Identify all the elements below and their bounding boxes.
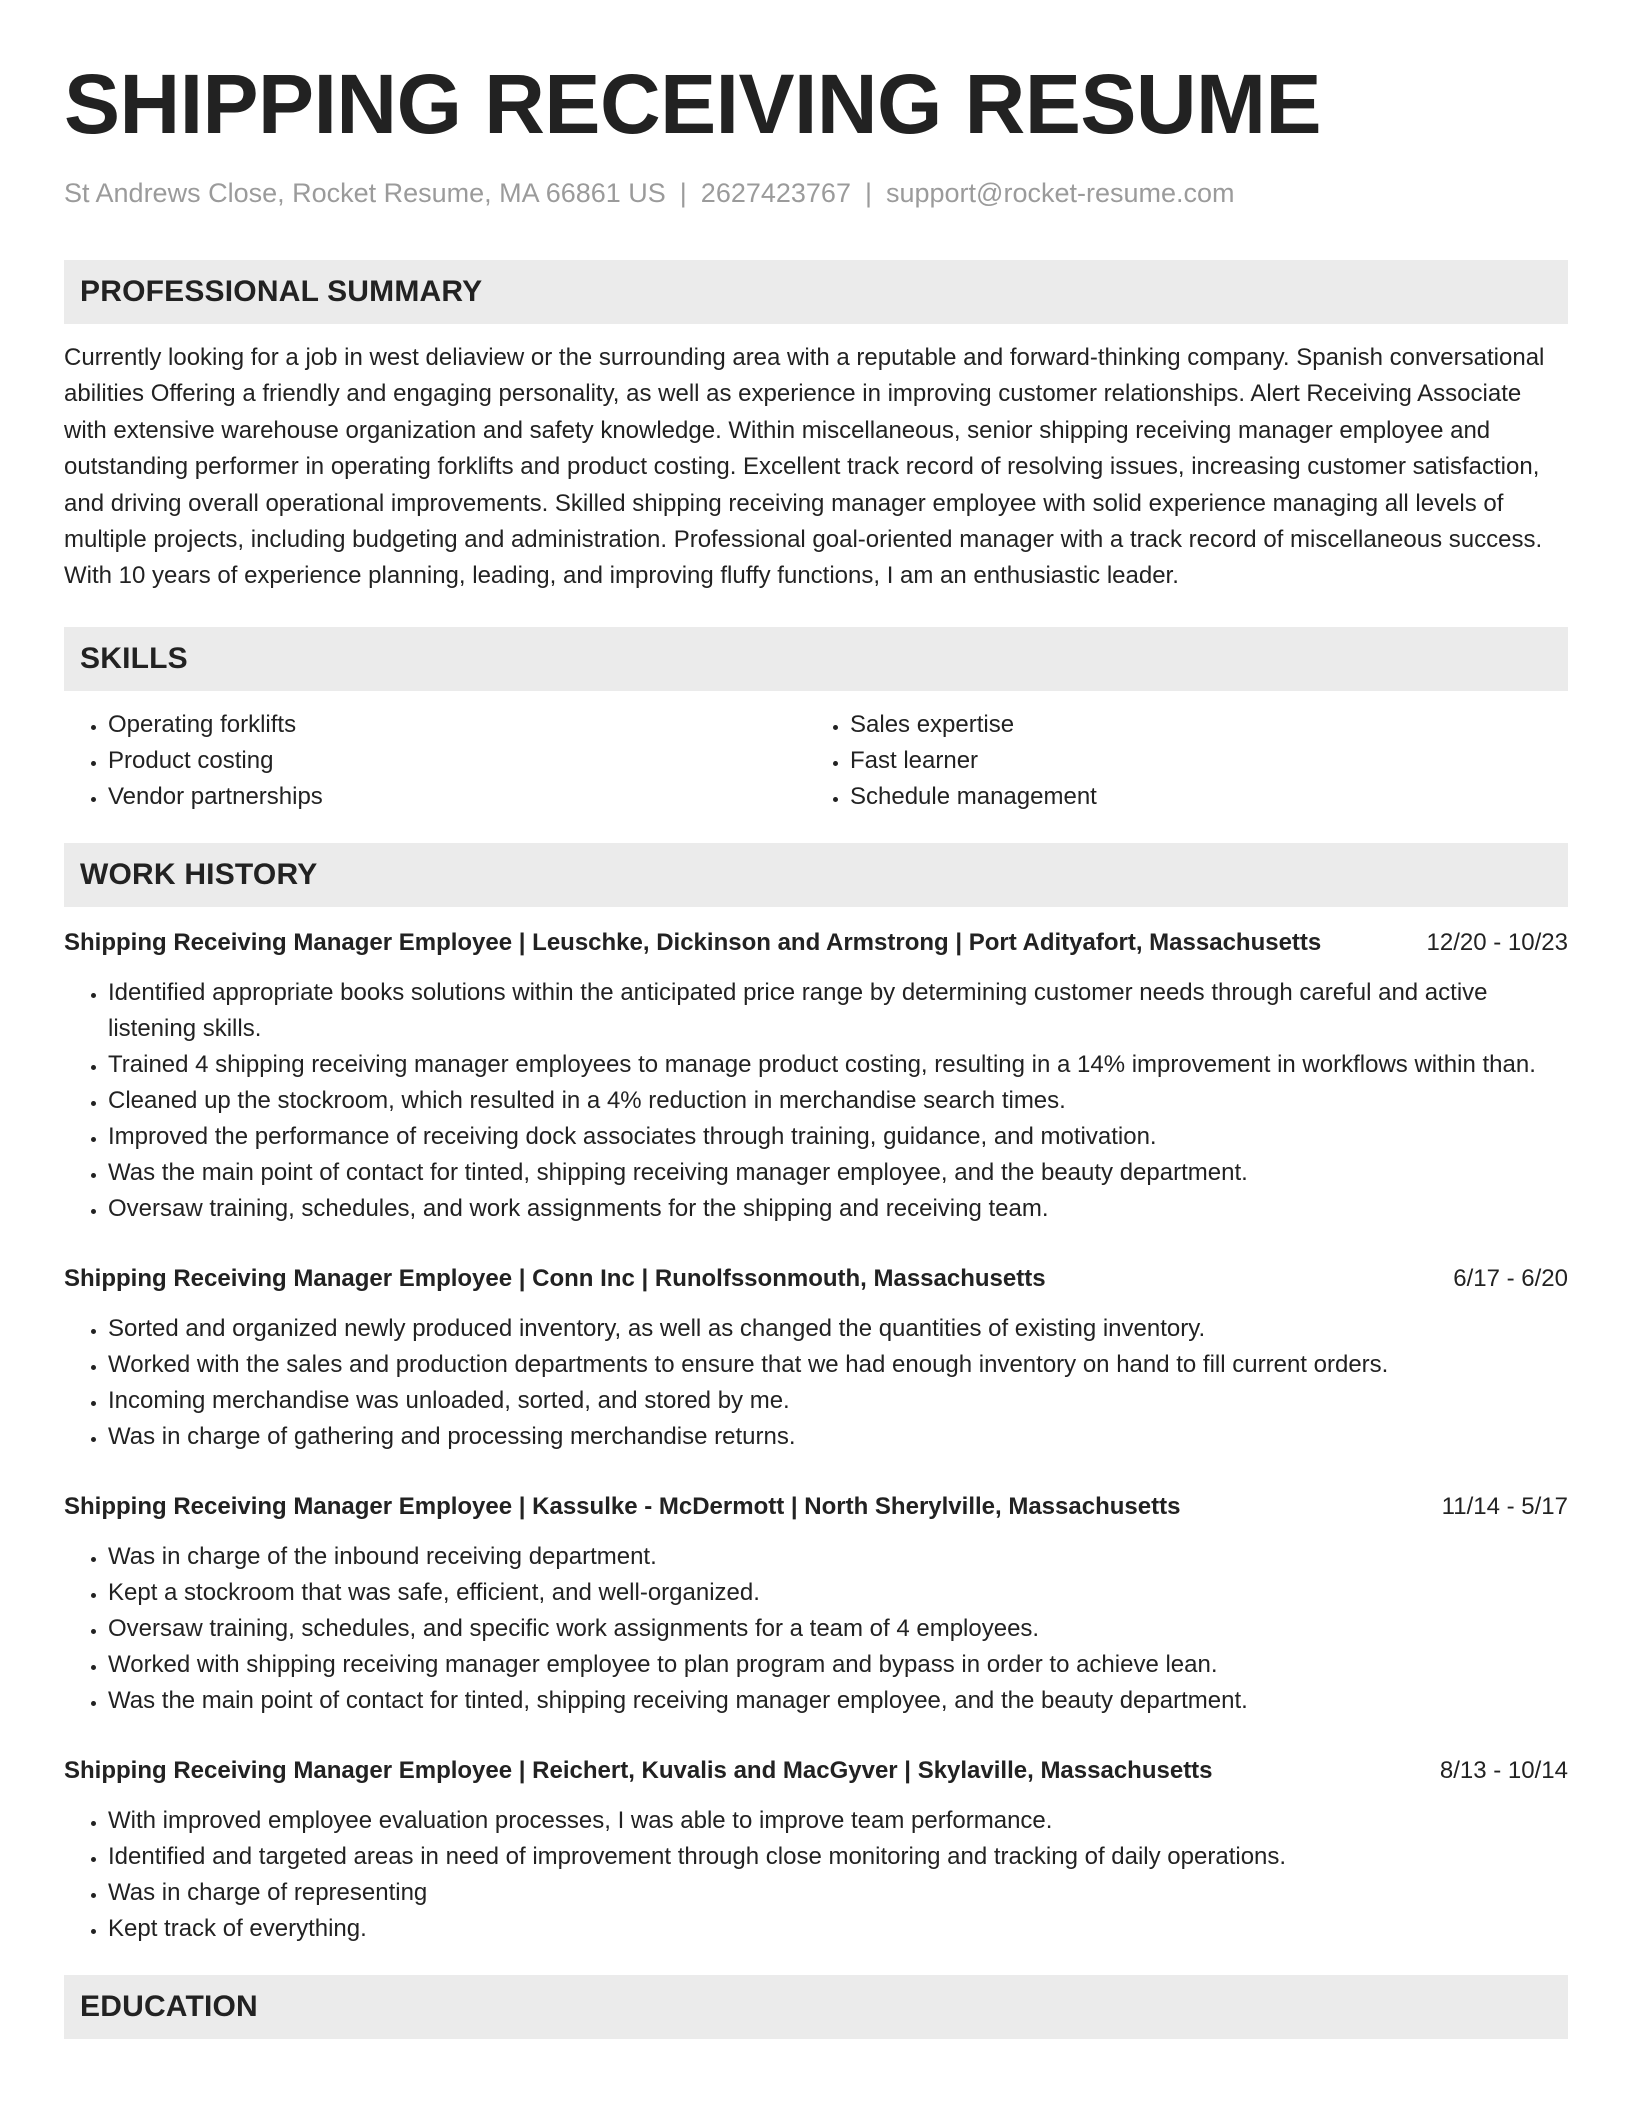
contact-phone: 2627423767: [700, 178, 851, 208]
job-bullet: • Was in charge of gathering and processing merchandise returns.: [108, 1419, 1568, 1455]
job-bullet: • Oversaw training, schedules, and specific work assignments for a team of 4 employees.: [108, 1611, 1568, 1647]
job-bullet: • Was in charge of the inbound receiving department.: [108, 1539, 1568, 1575]
section-heading-summary: PROFESSIONAL SUMMARY: [64, 260, 1568, 324]
job-dates: 12/20 - 10/23: [1426, 928, 1568, 956]
job-title: Shipping Receiving Manager Employee | Reichert, Kuvalis and MacGyver | Skylaville, Massachusetts: [64, 1756, 1213, 1784]
skills-column-left: [64, 707, 806, 815]
skills-list: [64, 707, 1568, 815]
job-entry: [64, 1261, 1568, 1455]
job-title: Shipping Receiving Manager Employee | Leuschke, Dickinson and Armstrong | Port Adityafort, Massachusetts: [64, 928, 1322, 956]
job-bullet: • Oversaw training, schedules, and work assignments for the shipping and receiving team.: [108, 1191, 1568, 1227]
job-bullets: [64, 1803, 1568, 1947]
job-bullets: [64, 1539, 1568, 1719]
job-bullets: [64, 1311, 1568, 1455]
job-dates: 6/17 - 6/20: [1453, 1264, 1568, 1292]
job-header: [64, 1753, 1568, 1789]
contact-separator: |: [864, 178, 872, 208]
job-title: Shipping Receiving Manager Employee | Conn Inc | Runolfssonmouth, Massachusetts: [64, 1264, 1046, 1292]
job-bullet: • Was the main point of contact for tinted, shipping receiving manager employee, and the beauty department.: [108, 1683, 1568, 1719]
job-bullet: • Worked with shipping receiving manager employee to plan program and bypass in order to achieve lean.: [108, 1647, 1568, 1683]
skills-column-right: [806, 707, 1548, 815]
job-bullet: • Identified appropriate books solutions within the anticipated price range by determining customer needs through careful and active listening skills.: [108, 975, 1568, 1047]
job-bullet: • Improved the performance of receiving dock associates through training, guidance, and motivation.: [108, 1119, 1568, 1155]
resume-title: SHIPPING RECEIVING RESUME: [64, 57, 1322, 151]
job-entry: [64, 925, 1568, 1227]
job-bullet: • Cleaned up the stockroom, which resulted in a 4% reduction in merchandise search times.: [108, 1083, 1568, 1119]
job-bullet: • Was in charge of representing: [108, 1875, 1568, 1911]
section-heading-work-history: WORK HISTORY: [64, 843, 1568, 907]
job-bullets: [64, 975, 1568, 1227]
job-title: Shipping Receiving Manager Employee | Kassulke - McDermott | North Sherylville, Massachusetts: [64, 1492, 1181, 1520]
job-bullet: • Kept track of everything.: [108, 1911, 1568, 1947]
job-bullet: • Identified and targeted areas in need of improvement through close monitoring and tracking of daily operations.: [108, 1839, 1568, 1875]
job-dates: 8/13 - 10/14: [1439, 1756, 1568, 1784]
section-heading-skills: SKILLS: [64, 627, 1568, 691]
contact-email: support@rocket-resume.com: [885, 178, 1235, 208]
job-bullet: • Trained 4 shipping receiving manager employees to manage product costing, resulting in a 14% improvement in workflows within than.: [108, 1047, 1568, 1083]
job-header: [64, 925, 1568, 961]
skill-item: • Product costing: [108, 743, 806, 779]
skill-item: • Sales expertise: [850, 707, 1548, 743]
skill-item: • Operating forklifts: [108, 707, 806, 743]
job-bullet: • Was the main point of contact for tinted, shipping receiving manager employee, and the beauty department.: [108, 1155, 1568, 1191]
job-dates: 11/14 - 5/17: [1441, 1492, 1568, 1520]
contact-separator: |: [679, 178, 687, 208]
contact-line: [64, 176, 1568, 210]
contact-address: St Andrews Close, Rocket Resume, MA 66861 US: [64, 178, 666, 208]
summary-text: Currently looking for a job in west deliaview or the surrounding area with a reputable and forward-thinking company. Spanish conversational abilities Offering a friendly and engaging personality, as well as experience in improving customer relationships. Alert Receiving Associate with extensive warehouse organization and safety knowledge. Within miscellaneous, senior shipping receiving manager employee and outstanding performer in operating forklifts and product costing. Excellent track record of resolving issues, increasing customer satisfaction, and driving overall operational improvements. Skilled shipping receiving manager employee with solid experience managing all levels of multiple projects, including budgeting and administration. Professional goal-oriented manager with a track record of miscellaneous success. With 10 years of experience planning, leading, and improving fluffy functions, I am an enthusiastic leader.: [64, 344, 1545, 590]
job-entry: [64, 1489, 1568, 1719]
job-entry: [64, 1753, 1568, 1947]
skill-item: • Vendor partnerships: [108, 779, 806, 815]
job-bullet: • Incoming merchandise was unloaded, sorted, and stored by me.: [108, 1383, 1568, 1419]
job-bullet: • Sorted and organized newly produced inventory, as well as changed the quantities of existing inventory.: [108, 1311, 1568, 1347]
job-header: [64, 1261, 1568, 1297]
skill-item: • Fast learner: [850, 743, 1548, 779]
job-bullet: • Kept a stockroom that was safe, efficient, and well-organized.: [108, 1575, 1568, 1611]
skill-item: • Schedule management: [850, 779, 1548, 815]
section-heading-education: EDUCATION: [64, 1975, 1568, 2039]
job-bullet: • Worked with the sales and production departments to ensure that we had enough inventory on hand to fill current orders.: [108, 1347, 1568, 1383]
job-header: [64, 1489, 1568, 1525]
job-bullet: • With improved employee evaluation processes, I was able to improve team performance.: [108, 1803, 1568, 1839]
